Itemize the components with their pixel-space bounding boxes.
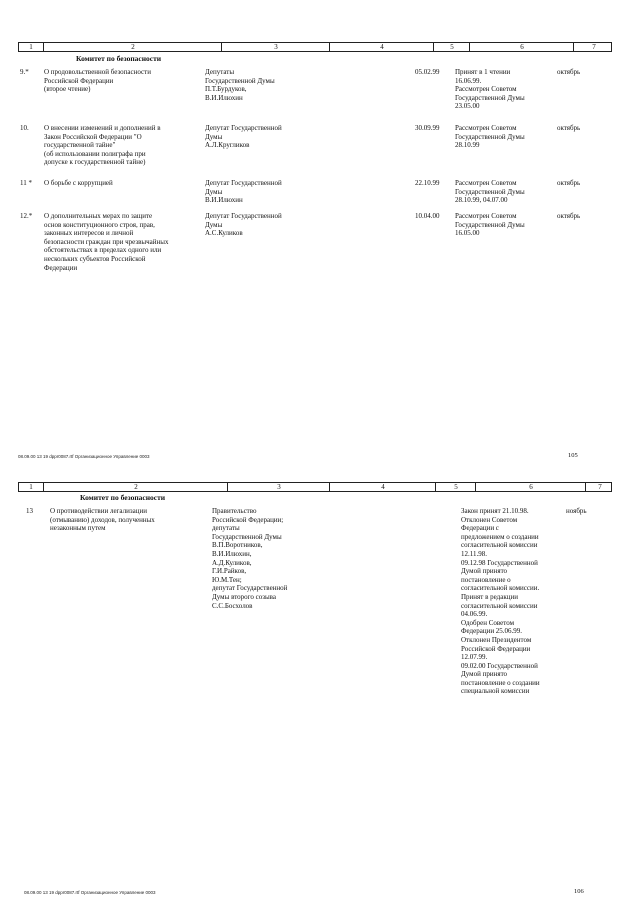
- bill-title: О дополнительных мерах по защите основ конституционного строя, прав, законных интересов и личной безопасности граждан при чрезвычайных обстоятельствах в пределах одного или нескольких субъектов Российской Федерации: [44, 212, 169, 272]
- submission-date: 30.09.99: [415, 124, 440, 132]
- column-header-7: 7: [585, 482, 614, 492]
- bill-status: Закон принят 21.10.98. Отклонен Советом Федерации с предложением о создании согласительной комиссии 12.11.98. 09.12.98 Государственной Думой принято постановление о согласительной комиссии. Принят в редакции согласительной комиссии 04.06.99. Одобрен Советом Федерации 25.06.99. Отклонен Президентом Российской Федерации 12.07.99. 09.02.00 Государственной Думой принято постановление о создании специальной комиссии: [461, 507, 540, 696]
- page-number: 106: [574, 888, 584, 895]
- row-number: 10.: [20, 124, 29, 132]
- bill-authors: Депутат Государственной Думы В.И.Илюхин: [205, 179, 282, 205]
- page-footer: 08.09.00 13 19 dppr0087.rtf Организационное Управление 0003: [24, 890, 156, 895]
- planned-month: октябрь: [557, 212, 581, 220]
- column-header-4: 4: [329, 42, 434, 52]
- row-number: 12.*: [20, 212, 33, 220]
- bill-status: Рассмотрен Советом Государственной Думы 16.05.00: [455, 212, 525, 238]
- planned-month: октябрь: [557, 179, 581, 187]
- bill-status: Рассмотрен Советом Государственной Думы 28.10.99: [455, 124, 525, 150]
- column-header-row: [18, 42, 612, 52]
- bill-authors: Правительство Российской Федерации; депутаты Государственной Думы В.П.Воротников, В.И.Илюхин, А.Д.Куликов, Г.И.Райков, Ю.М.Тен; депутат Государственной Думы второго созыва С.С.Босхолов: [212, 507, 288, 610]
- column-header-1: 1: [29, 43, 33, 51]
- column-header-6: 6: [469, 42, 574, 52]
- row-number: 11 *: [20, 179, 32, 187]
- bill-status: Принят в 1 чтении 16.06.99. Рассмотрен Советом Государственной Думы 23.05.00: [455, 68, 525, 111]
- column-header-6: 6: [475, 482, 586, 492]
- section-title: Комитет по безопасности: [80, 493, 166, 502]
- column-header-5: 5: [435, 482, 476, 492]
- page-footer: 08.09.00 13 19 dppr0087.rtf Организационное Управление 0003: [18, 454, 150, 459]
- bill-title: О борьбе с коррупцией: [44, 179, 113, 187]
- planned-month: октябрь: [557, 124, 581, 132]
- section-title: Комитет по безопасности: [76, 54, 162, 63]
- bill-title: О противодействии легализации (отмыванию) доходов, полученных незаконным путем: [50, 507, 155, 533]
- planned-month: ноябрь: [566, 507, 587, 515]
- bill-authors: Депутат Государственной Думы А.С.Куликов: [205, 212, 282, 238]
- row-number: 13: [26, 507, 33, 515]
- planned-month: октябрь: [557, 68, 581, 76]
- column-header-7: 7: [573, 42, 614, 52]
- column-header-5: 5: [433, 42, 470, 52]
- bill-title: О внесении изменений и дополнений в Закон Российской Федерации "О государственной тайне" (об использовании полиграфа при допуске к государственной тайне): [44, 124, 161, 167]
- column-header-row: [18, 482, 612, 492]
- bill-authors: Депутаты Государственной Думы П.Т.Бурдуков, В.И.Илюхин: [205, 68, 275, 102]
- bill-title: О продовольственной безопасности Российской Федерации (второе чтение): [44, 68, 151, 94]
- bill-status: Рассмотрен Советом Государственной Думы 28.10.99, 04.07.00: [455, 179, 525, 205]
- bill-authors: Депутат Государственной Думы А.Л.Кругликов: [205, 124, 282, 150]
- submission-date: 05.02.99: [415, 68, 440, 76]
- submission-date: 22.10.99: [415, 179, 440, 187]
- column-header-2: 2: [43, 42, 222, 52]
- page-number: 105: [568, 452, 578, 459]
- column-header-3: 3: [227, 482, 330, 492]
- document-page-2: [0, 450, 640, 900]
- row-number: 9.*: [20, 68, 29, 76]
- submission-date: 10.04.00: [415, 212, 440, 220]
- column-header-1: 1: [29, 483, 33, 491]
- column-header-4: 4: [329, 482, 436, 492]
- column-header-3: 3: [221, 42, 330, 52]
- column-header-2: 2: [43, 482, 228, 492]
